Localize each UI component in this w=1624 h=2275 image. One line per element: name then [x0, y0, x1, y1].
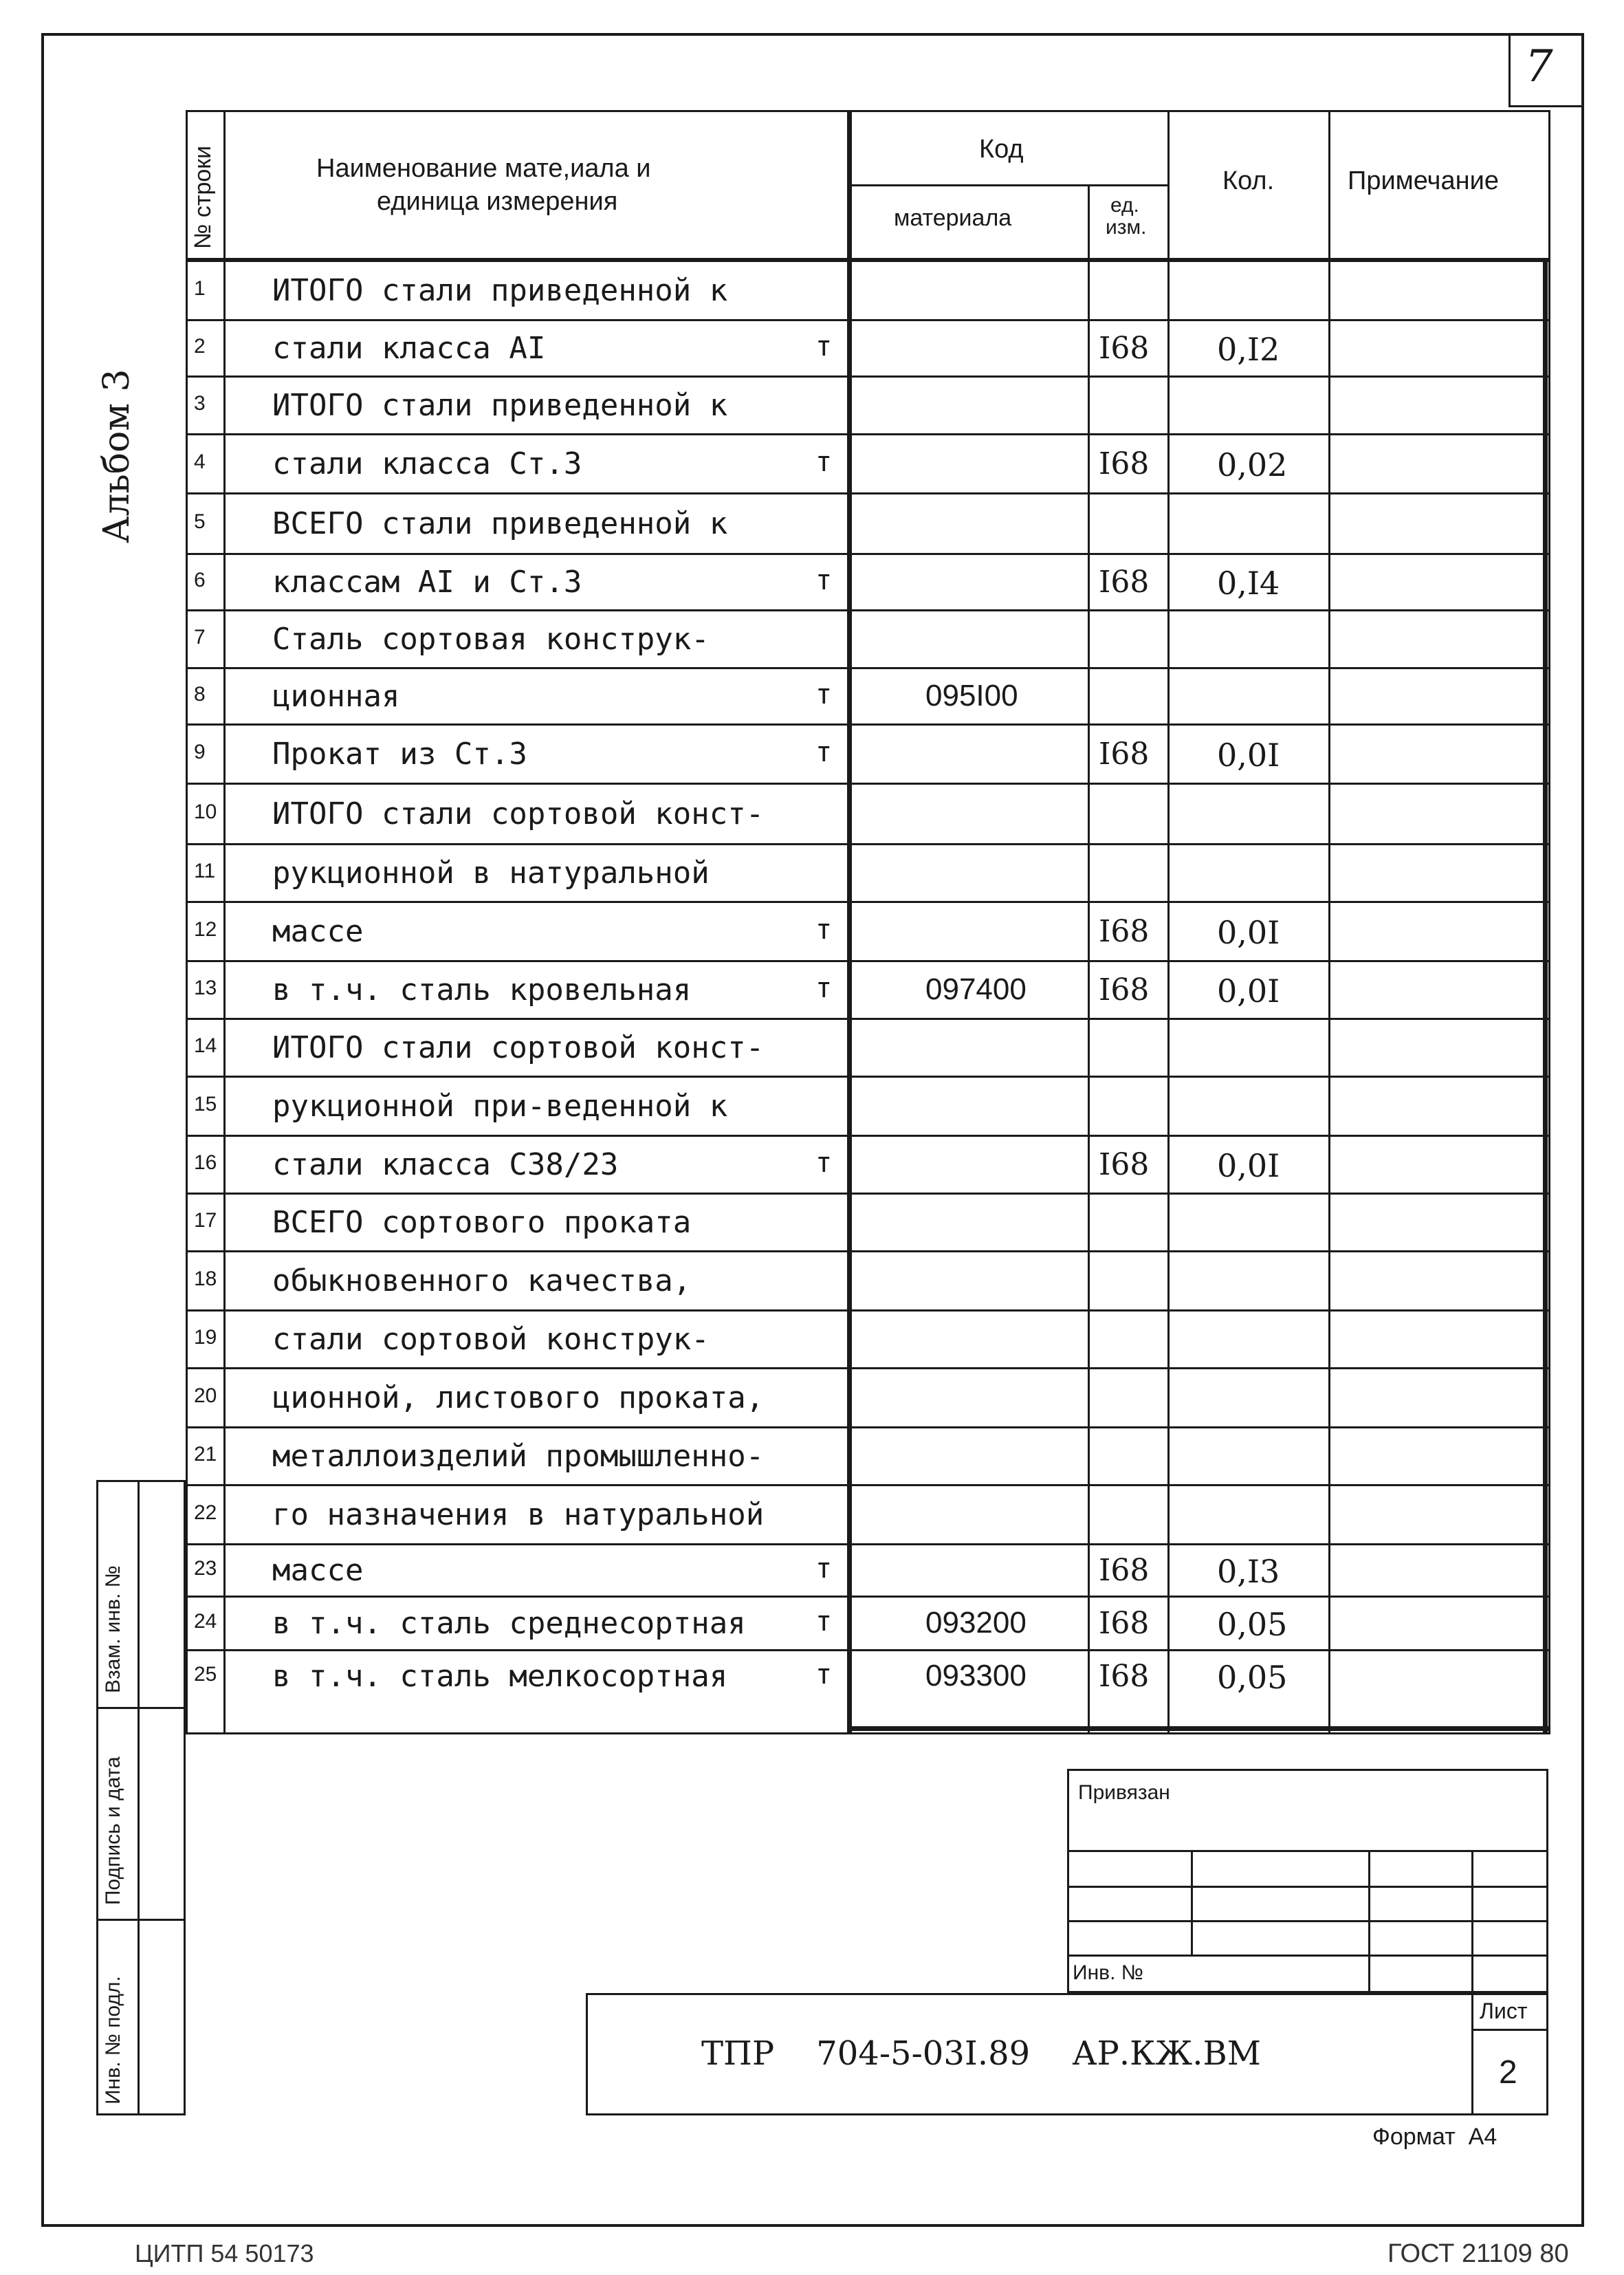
row-name: ВСЕГО сортового проката — [272, 1205, 692, 1240]
header-note: Примечание — [1348, 166, 1499, 195]
row-unit: т — [815, 972, 833, 1004]
row-name: массе — [272, 914, 364, 949]
row-number: 24 — [194, 1610, 217, 1633]
row-unit: т — [815, 1659, 833, 1690]
row-unit: т — [815, 446, 833, 478]
row-unit: т — [815, 565, 833, 596]
row-unit: т — [815, 1147, 833, 1179]
row-line — [186, 1484, 1550, 1486]
privyazan-line-2 — [1067, 1886, 1548, 1888]
row-unit-code: I68 — [1099, 331, 1150, 366]
row-number: 9 — [194, 741, 206, 763]
row-quantity: 0,02 — [1217, 446, 1288, 483]
row-unit-code: I68 — [1099, 1606, 1150, 1641]
row-number: 19 — [194, 1326, 217, 1349]
row-name: в т.ч. сталь среднесортная — [272, 1606, 746, 1641]
row-line — [186, 960, 1550, 962]
list-label-line — [1471, 2029, 1548, 2031]
album-label: Альбом 3 — [96, 369, 138, 543]
row-quantity: 0,I4 — [1217, 565, 1280, 602]
row-name: ВСЕГО стали приведенной к — [272, 506, 728, 541]
row-quantity: 0,I3 — [1217, 1553, 1280, 1590]
row-number: 17 — [194, 1209, 217, 1232]
row-line — [186, 1250, 1550, 1252]
row-number: 3 — [194, 392, 206, 415]
header-code-unit-2: изм. — [1106, 216, 1147, 239]
col-line-unit — [1088, 184, 1090, 1734]
row-line — [186, 319, 1550, 321]
row-unit-code: I68 — [1099, 914, 1150, 949]
row-unit-code: I68 — [1099, 1553, 1150, 1588]
row-name: го назначения в натуральной — [272, 1497, 765, 1532]
row-number: 14 — [194, 1034, 217, 1057]
row-name: стали сортовой конструк- — [272, 1322, 710, 1357]
row-line — [186, 1367, 1550, 1369]
row-name: рукционной при-веденной к — [272, 1089, 728, 1124]
row-name: рукционной в натуральной — [272, 856, 710, 891]
col-line-rowno — [223, 110, 226, 1734]
header-name-line2: единица измерения — [377, 187, 618, 216]
row-number: 12 — [194, 918, 217, 941]
row-number: 4 — [194, 450, 206, 473]
page-number: 7 — [1525, 41, 1553, 92]
header-code-material: материала — [894, 205, 1012, 231]
row-line — [186, 492, 1550, 494]
privyazan-col-3 — [1471, 1850, 1473, 1993]
row-unit-code: I68 — [1099, 972, 1150, 1008]
col-line-qty — [1167, 110, 1170, 1734]
row-material-code: 097400 — [925, 972, 1027, 1006]
row-quantity: 0,I2 — [1217, 331, 1280, 368]
row-number: 2 — [194, 335, 206, 358]
col-line-right — [1543, 258, 1548, 1734]
row-line — [186, 783, 1550, 785]
row-line — [186, 1193, 1550, 1195]
privyazan-line-1 — [1067, 1850, 1548, 1852]
designation-code: ТПР 704-5-03I.89 АР.КЖ.ВМ — [701, 2034, 1261, 2073]
row-name: ИТОГО стали приведенной к — [272, 388, 728, 423]
row-line — [186, 433, 1550, 435]
row-material-code: 093200 — [925, 1606, 1027, 1640]
row-material-code: 093300 — [925, 1659, 1027, 1692]
row-name: обыкновенного качества, — [272, 1263, 692, 1298]
row-line — [186, 1309, 1550, 1311]
row-quantity: 0,05 — [1217, 1659, 1288, 1696]
row-line — [186, 553, 1550, 555]
row-number: 23 — [194, 1557, 217, 1580]
row-line — [186, 723, 1550, 726]
row-line — [186, 1543, 1550, 1545]
row-quantity: 0,0I — [1217, 737, 1280, 774]
row-unit-code: I68 — [1099, 1659, 1150, 1694]
side-podpis-label: Подпись и дата — [102, 1756, 124, 1905]
row-quantity: 0,0I — [1217, 914, 1280, 951]
row-line — [186, 1426, 1550, 1428]
row-number: 13 — [194, 977, 217, 999]
row-unit: т — [815, 1553, 833, 1585]
side-stamp-line-2 — [96, 1919, 186, 1921]
row-name: ИТОГО стали сортовой конст- — [272, 1030, 765, 1065]
row-name: ционная — [272, 679, 400, 714]
row-unit: т — [815, 737, 833, 768]
row-name: в т.ч. сталь кровельная — [272, 972, 692, 1008]
row-number: 11 — [194, 860, 216, 882]
privyazan-col-1 — [1191, 1850, 1193, 1955]
row-unit-code: I68 — [1099, 1147, 1150, 1182]
inv-no-label: Инв. № — [1073, 1961, 1143, 1984]
row-unit: т — [815, 331, 833, 362]
row-quantity: 0,05 — [1217, 1606, 1288, 1643]
row-number: 22 — [194, 1501, 217, 1524]
row-number: 21 — [194, 1443, 217, 1466]
row-number: 6 — [194, 569, 206, 591]
header-name-line1: Наименование мате,иала и — [316, 154, 651, 183]
header-bottom-line — [186, 258, 1550, 262]
row-number: 10 — [194, 801, 217, 823]
row-unit-code: I68 — [1099, 737, 1150, 772]
row-name: ИТОГО стали сортовой конст- — [272, 796, 765, 831]
row-line — [186, 901, 1550, 903]
row-unit: т — [815, 1606, 833, 1637]
row-number: 18 — [194, 1267, 217, 1290]
row-name: стали класса С38/23 — [272, 1147, 619, 1182]
footer-right: ГОСТ 21109 80 — [1387, 2239, 1569, 2268]
row-number: 16 — [194, 1151, 217, 1174]
privyazan-col-2 — [1368, 1850, 1370, 1993]
col-line-note — [1328, 110, 1330, 1734]
header-row-no: № строки — [190, 145, 216, 249]
row-name: массе — [272, 1553, 364, 1588]
row-name: стали класса AI — [272, 331, 546, 366]
side-vzam-label: Взам. инв. № — [102, 1565, 124, 1693]
row-name: ционной, листового проката, — [272, 1380, 765, 1415]
row-number: 15 — [194, 1093, 217, 1115]
col-line-material — [847, 110, 852, 1734]
privyazan-line-3 — [1067, 1920, 1548, 1922]
row-number: 5 — [194, 510, 206, 533]
row-line — [186, 843, 1550, 845]
side-inv-label: Инв. № подл. — [102, 1976, 124, 2104]
footer-left: ЦИТП 54 50173 — [135, 2239, 314, 2267]
row-unit: т — [815, 679, 833, 710]
row-name: металлоизделий промышленно- — [272, 1439, 765, 1474]
header-qty: Кол. — [1222, 166, 1275, 195]
privyazan-line-4 — [1067, 1955, 1548, 1957]
row-number: 25 — [194, 1663, 217, 1686]
row-name: ИТОГО стали приведенной к — [272, 273, 728, 308]
table-bottom-line — [847, 1726, 1548, 1731]
row-material-code: 095I00 — [925, 679, 1018, 712]
code-subheader-line — [847, 184, 1167, 186]
row-line — [186, 1135, 1550, 1137]
list-value: 2 — [1499, 2054, 1517, 2091]
row-unit: т — [815, 914, 833, 946]
row-quantity: 0,0I — [1217, 1147, 1280, 1184]
row-number: 1 — [194, 277, 206, 300]
row-number: 20 — [194, 1384, 217, 1407]
row-unit-code: I68 — [1099, 446, 1150, 481]
row-name: в т.ч. сталь мелкосортная — [272, 1659, 728, 1694]
row-number: 7 — [194, 626, 206, 649]
list-label: Лист — [1480, 1999, 1528, 2023]
side-stamp-line-1 — [96, 1707, 186, 1709]
side-stamp-divider — [138, 1480, 140, 2115]
row-line — [186, 1596, 1550, 1598]
privyazan-label: Привязан — [1078, 1781, 1170, 1804]
row-name: Сталь сортовая конструк- — [272, 622, 710, 657]
row-unit-code: I68 — [1099, 565, 1150, 600]
designation-list-divider — [1471, 1993, 1473, 2115]
row-quantity: 0,0I — [1217, 972, 1280, 1010]
row-number: 8 — [194, 683, 206, 706]
header-code: Код — [979, 135, 1024, 164]
row-line — [186, 375, 1550, 378]
header-code-unit-1: ед. — [1110, 194, 1139, 217]
row-name: стали класса Ст.3 — [272, 446, 582, 481]
format-label: Формат А4 — [1372, 2124, 1497, 2150]
row-line — [186, 1649, 1550, 1651]
row-line — [186, 1076, 1550, 1078]
row-line — [186, 1018, 1550, 1020]
row-name: классам AI и Ст.3 — [272, 565, 582, 600]
row-name: Прокат из Ст.3 — [272, 737, 527, 772]
row-line — [186, 667, 1550, 669]
row-line — [186, 609, 1550, 611]
